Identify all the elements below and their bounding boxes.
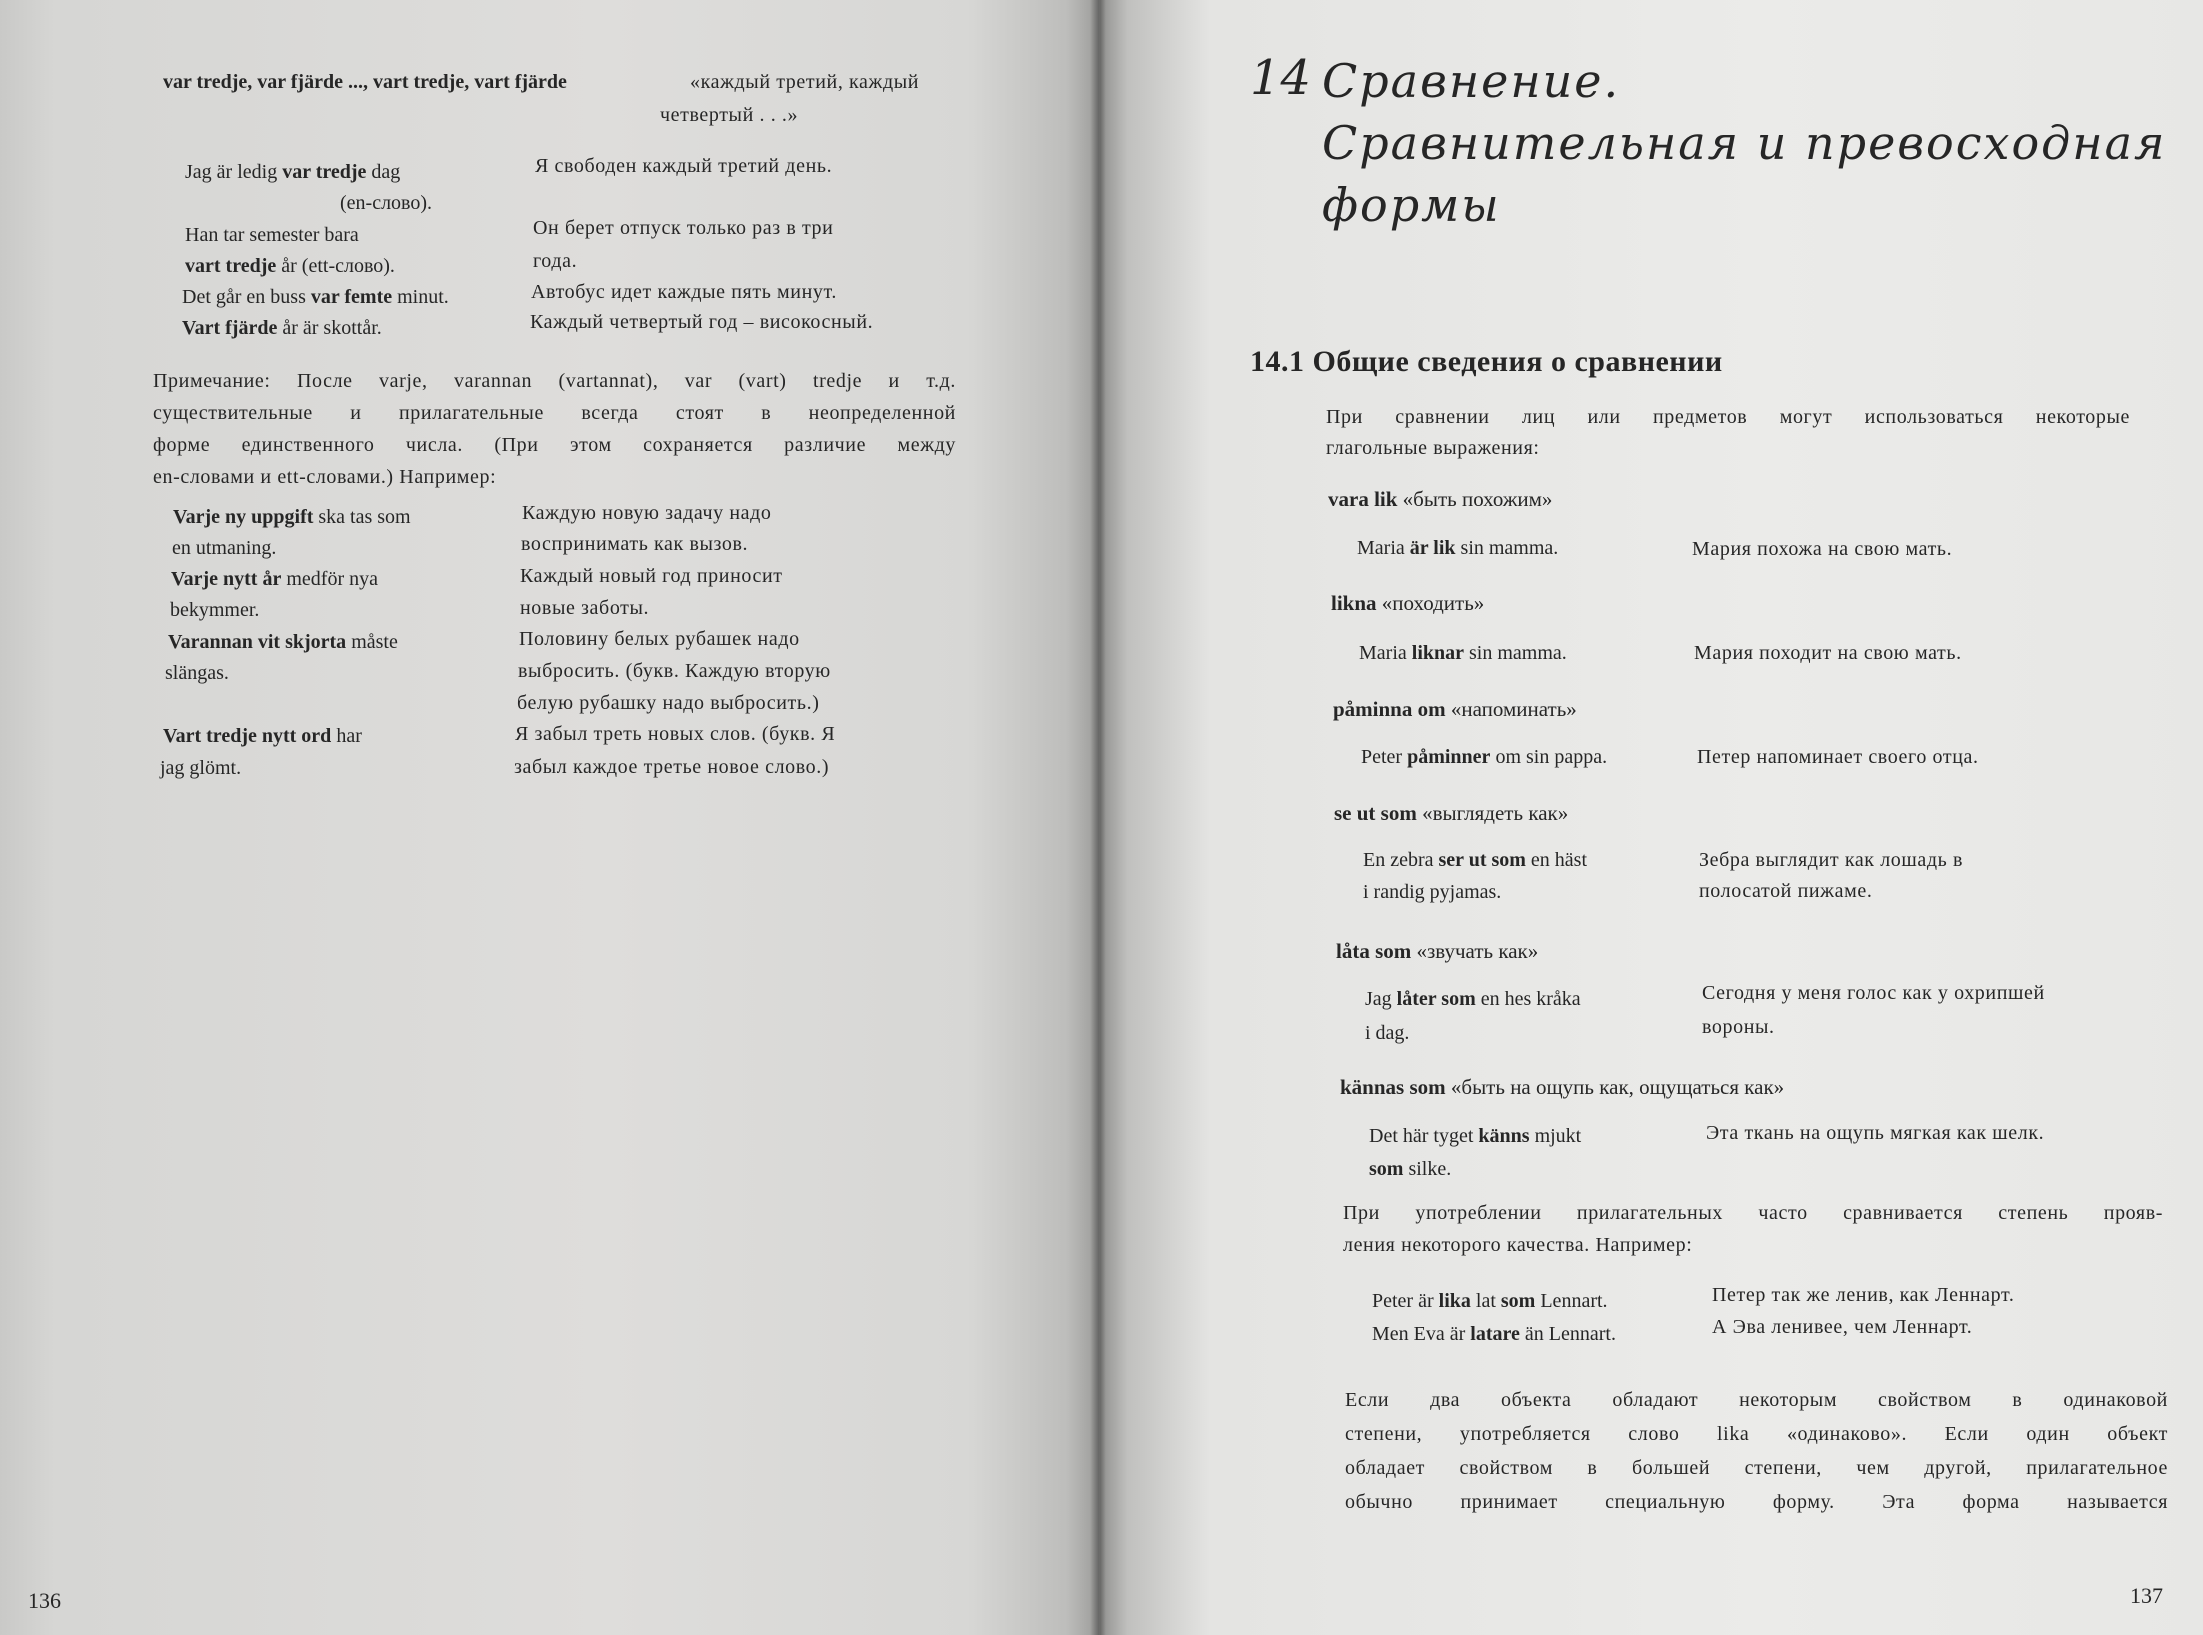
chapter-number: 14 [1250, 50, 1312, 106]
expression-example-sv: Maria liknar sin mamma. [1359, 642, 1567, 664]
expression-example-ru: вороны. [1702, 1016, 1775, 1038]
example-sv: slängas. [165, 662, 229, 684]
example-ru: Я свободен каждый третий день. [535, 155, 833, 177]
left-header-russian-2: четвертый . . .» [660, 104, 799, 126]
expression-heading: se ut som «выглядеть как» [1334, 801, 1569, 825]
expression-example-ru: Мария похожа на свою мать. [1692, 538, 1953, 560]
example-sv: Varannan vit skjorta måste [168, 631, 398, 653]
expression-example-sv: Maria är lik sin mamma. [1357, 537, 1559, 559]
example-sv: Varje nytt år medför nya [171, 568, 378, 590]
example-ru: Автобус идет каждые пять минут. [531, 281, 837, 303]
example-ru: воспринимать как вызов. [521, 533, 749, 555]
expression-heading: låta som «звучать как» [1336, 939, 1539, 963]
paragraph-degree: При употреблении прилагательных часто сравнивается степень прояв- ления некоторого качества. Например: [1343, 1202, 2163, 1256]
section-heading: 14.1 Общие сведения о сравнении [1250, 345, 1723, 378]
example-sv: Varje ny uppgift ska tas som [173, 506, 411, 528]
expression-example-ru: Зебра выглядит как лошадь в [1699, 849, 1964, 871]
compare-example-sv: Peter är lika lat som Lennart. [1372, 1290, 1608, 1312]
example-ru: выбросить. (букв. Каждую вторую [518, 660, 831, 682]
expression-example-sv: som silke. [1369, 1158, 1452, 1180]
page-number-left: 136 [28, 1588, 61, 1613]
example-ru: Он берет отпуск только раз в три [533, 217, 834, 239]
example-ru: Каждый четвертый год – високосный. [530, 311, 874, 333]
example-sv: Han tar semester bara [185, 224, 359, 246]
example-sv: bekymmer. [170, 599, 260, 621]
example-ru: Каждую новую задачу надо [522, 502, 772, 524]
left-header-russian-1: «каждый третий, каждый [690, 71, 920, 93]
expression-example-sv: Det här tyget känns mjukt [1369, 1125, 1582, 1147]
example-ru: белую рубашку надо выбросить.) [517, 692, 820, 714]
expression-heading: vara lik «быть похожим» [1328, 487, 1553, 511]
example-ru: забыл каждое третье новое слово.) [514, 756, 830, 778]
compare-example-ru: Петер так же ленив, как Леннарт. [1712, 1284, 2015, 1306]
expression-example-sv: Peter påminner om sin pappa. [1361, 746, 1608, 768]
paragraph-comparison: Если два объекта обладают некоторым свойством в одинаковой степени, употребляется слово lika «одинаково». Если один объект обладает свойством в большей степени, чем другой, прилагательное обычно принимает специальную форму. Эта форма называется [1345, 1389, 2168, 1513]
example-sv: jag glömt. [160, 757, 242, 779]
intro-paragraph: При сравнении лиц или предметов могут использоваться некоторые глагольные выражения: [1326, 406, 2130, 459]
example-ru: Я забыл треть новых слов. (букв. Я [515, 723, 836, 745]
expression-example-sv: i randig pyjamas. [1363, 881, 1502, 903]
expression-heading: kännas som «быть на ощупь как, ощущаться как» [1340, 1075, 1785, 1099]
compare-example-sv: Men Eva är latare än Lennart. [1372, 1323, 1616, 1345]
example-sv: Vart tredje nytt ord har [163, 725, 362, 747]
example-sv: Vart fjärde år är skottår. [182, 317, 382, 339]
expression-example-ru: Петер напоминает своего отца. [1697, 746, 1979, 768]
example-sv: (en-слово). [340, 192, 433, 214]
example-ru: Каждый новый год приносит [520, 565, 783, 587]
note-paragraph: Примечание: После varje, varannan (vartannat), var (vart) tredje и т.д. существительные и прилагательные всегда стоят в неопределенной форме единственного числа. (При этом сохраняется различие между en-словами и ett-словами.) Например: [153, 370, 956, 488]
compare-example-ru: А Эва ленивее, чем Леннарт. [1712, 1316, 1973, 1338]
left-header-swedish: var tredje, var fjärde ..., vart tredje, vart fjärde [163, 71, 567, 93]
example-sv: vart tredje år (ett-слово). [185, 255, 395, 277]
expression-example-ru: Сегодня у меня голос как у охрипшей [1702, 982, 2045, 1004]
example-sv: Det går en buss var femte minut. [182, 286, 449, 308]
example-sv: Jag är ledig var tredje dag [185, 161, 401, 183]
expression-example-sv: Jag låter som en hes kråka [1365, 988, 1581, 1010]
example-ru: Половину белых рубашек надо [519, 628, 800, 650]
expression-heading: likna «походить» [1331, 591, 1485, 615]
example-ru: года. [533, 250, 578, 272]
expression-example-sv: i dag. [1365, 1022, 1410, 1044]
left-page [0, 0, 1100, 1635]
expression-example-sv: En zebra ser ut som en häst [1363, 849, 1588, 871]
book-gutter [1090, 0, 1106, 1635]
expression-heading: påminna om «напоминать» [1333, 697, 1577, 721]
expression-example-ru: полосатой пижаме. [1699, 880, 1873, 902]
example-ru: новые заботы. [520, 597, 650, 619]
expression-example-ru: Мария походит на свою мать. [1694, 642, 1962, 664]
example-sv: en utmaning. [172, 537, 277, 559]
chapter-title: Сравнение. Сравнительная и превосходная формы [1322, 54, 2167, 232]
page-number-right: 137 [2130, 1583, 2163, 1608]
expression-example-ru: Эта ткань на ощупь мягкая как шелк. [1706, 1122, 2045, 1144]
